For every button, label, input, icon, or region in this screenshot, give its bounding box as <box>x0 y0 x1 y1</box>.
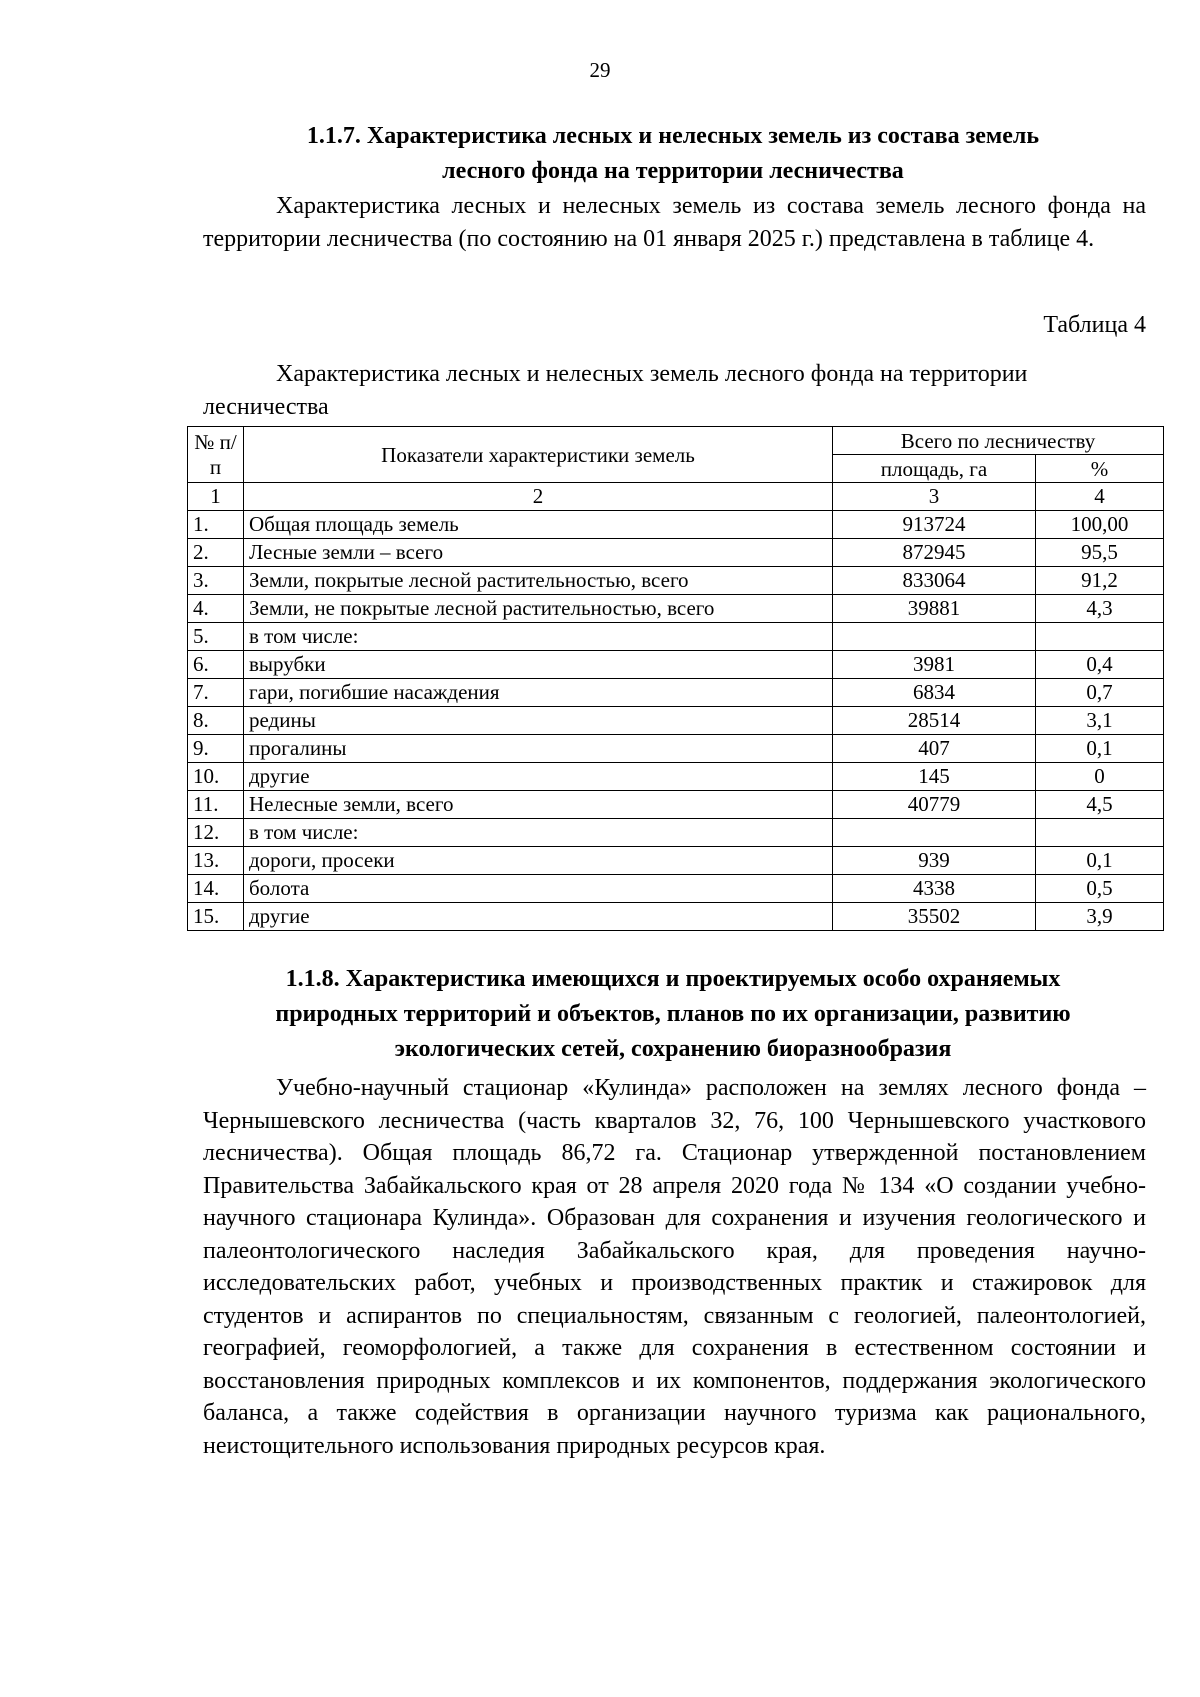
row-area-cell: 40779 <box>833 791 1036 819</box>
table-row <box>188 791 1164 819</box>
heading-line: природных территорий и объектов, планов по их организации, развитию <box>275 1001 1071 1027</box>
row-number-cell: 6. <box>188 651 244 679</box>
row-name-cell: гари, погибшие насаждения <box>244 679 833 707</box>
row-area-cell: 913724 <box>833 511 1036 539</box>
header-total: Всего по лесничеству <box>833 427 1164 455</box>
column-number: 2 <box>244 483 833 511</box>
row-number-cell: 7. <box>188 679 244 707</box>
row-number-cell: 11. <box>188 791 244 819</box>
row-area-cell: 939 <box>833 847 1036 875</box>
row-percent-cell <box>1036 819 1164 847</box>
row-area-cell: 833064 <box>833 567 1036 595</box>
table-row <box>188 511 1164 539</box>
row-percent-cell: 4,3 <box>1036 595 1164 623</box>
table-row <box>188 539 1164 567</box>
header-area: площадь, га <box>833 455 1036 483</box>
row-percent-cell: 0,4 <box>1036 651 1164 679</box>
table-row <box>188 707 1164 735</box>
table-row <box>188 847 1164 875</box>
column-number: 4 <box>1036 483 1164 511</box>
row-area-cell <box>833 819 1036 847</box>
row-number-cell: 10. <box>188 763 244 791</box>
section-heading-1-1-7 <box>200 119 1146 189</box>
row-number-cell: 4. <box>188 595 244 623</box>
heading-line: лесного фонда на территории лесничества <box>442 158 904 184</box>
row-percent-cell <box>1036 623 1164 651</box>
row-number-cell: 1. <box>188 511 244 539</box>
row-area-cell: 145 <box>833 763 1036 791</box>
row-name-cell: Земли, не покрытые лесной растительностью, всего <box>244 595 833 623</box>
column-number-row <box>188 483 1164 511</box>
row-number-cell: 14. <box>188 875 244 903</box>
row-name-cell: дороги, просеки <box>244 847 833 875</box>
row-name-cell: Земли, покрытые лесной растительностью, всего <box>244 567 833 595</box>
row-percent-cell: 3,1 <box>1036 707 1164 735</box>
row-area-cell: 4338 <box>833 875 1036 903</box>
row-percent-cell: 0,1 <box>1036 735 1164 763</box>
row-percent-cell: 0,5 <box>1036 875 1164 903</box>
table-row <box>188 819 1164 847</box>
row-name-cell: Нелесные земли, всего <box>244 791 833 819</box>
heading-line: 1.1.8. Характеристика имеющихся и проектируемых особо охраняемых <box>285 966 1061 992</box>
row-percent-cell: 0,1 <box>1036 847 1164 875</box>
row-number-cell: 3. <box>188 567 244 595</box>
land-characteristics-table <box>187 426 1164 931</box>
table-row <box>188 875 1164 903</box>
heading-line: экологических сетей, сохранению биоразнообразия <box>394 1036 952 1062</box>
section-1-1-7-paragraph <box>203 190 1146 255</box>
table-row <box>188 763 1164 791</box>
row-area-cell: 6834 <box>833 679 1036 707</box>
row-number-cell: 5. <box>188 623 244 651</box>
table-row <box>188 735 1164 763</box>
table-row <box>188 623 1164 651</box>
paragraph-text: Характеристика лесных и нелесных земель из состава земель лесного фонда на территории лесничества (по состоянию на 01 января 2025 г.) представлена в таблице 4. <box>203 193 1146 252</box>
row-percent-cell: 0,7 <box>1036 679 1164 707</box>
table-row <box>188 679 1164 707</box>
row-name-cell: прогалины <box>244 735 833 763</box>
row-name-cell: другие <box>244 903 833 931</box>
row-number-cell: 8. <box>188 707 244 735</box>
row-name-cell: болота <box>244 875 833 903</box>
table-row <box>188 903 1164 931</box>
row-number-cell: 13. <box>188 847 244 875</box>
column-number: 3 <box>833 483 1036 511</box>
row-percent-cell: 100,00 <box>1036 511 1164 539</box>
header-indicator: Показатели характеристики земель <box>244 427 833 483</box>
row-name-cell: вырубки <box>244 651 833 679</box>
row-percent-cell: 95,5 <box>1036 539 1164 567</box>
row-percent-cell: 3,9 <box>1036 903 1164 931</box>
row-area-cell <box>833 623 1036 651</box>
column-number: 1 <box>188 483 244 511</box>
table-header-row <box>188 427 1164 455</box>
row-percent-cell: 91,2 <box>1036 567 1164 595</box>
row-percent-cell: 4,5 <box>1036 791 1164 819</box>
row-name-cell: в том числе: <box>244 819 833 847</box>
table-row <box>188 567 1164 595</box>
row-area-cell: 872945 <box>833 539 1036 567</box>
row-area-cell: 407 <box>833 735 1036 763</box>
page-number: 29 <box>589 58 611 82</box>
row-number-cell: 2. <box>188 539 244 567</box>
row-percent-cell: 0 <box>1036 763 1164 791</box>
row-number-cell: 12. <box>188 819 244 847</box>
row-name-cell: в том числе: <box>244 623 833 651</box>
header-num: № п/п <box>188 427 244 483</box>
row-name-cell: редины <box>244 707 833 735</box>
row-area-cell: 3981 <box>833 651 1036 679</box>
header-percent: % <box>1036 455 1164 483</box>
section-1-1-8-paragraph <box>203 1072 1146 1462</box>
row-name-cell: Лесные земли – всего <box>244 539 833 567</box>
table-row <box>188 651 1164 679</box>
table-caption: Характеристика лесных и нелесных земель лесного фонда на территории лесничества <box>203 361 1028 420</box>
table-label: Таблица 4 <box>1043 312 1146 338</box>
heading-line: 1.1.7. Характеристика лесных и нелесных земель из состава земель <box>306 123 1040 149</box>
row-number-cell: 15. <box>188 903 244 931</box>
row-name-cell: другие <box>244 763 833 791</box>
row-area-cell: 39881 <box>833 595 1036 623</box>
row-area-cell: 35502 <box>833 903 1036 931</box>
row-number-cell: 9. <box>188 735 244 763</box>
paragraph-text: Учебно-научный стационар «Кулинда» расположен на землях лесного фонда – Чернышевского лесничества (часть кварталов 32, 76, 100 Чернышевского участкового лесничества). Общая площадь 86,72 га. Стационар утвержденной постановлением Правительства Забайкальского края от 28 апреля 2020 года № 134 «О создании учебно-научного стационара Кулинда». Образован для сохранения и изучения геологического и палеонтологического наследия Забайкальского края, для проведения научно-исследовательских работ, учебных и производственных практик и стажировок для студентов и аспирантов по специальностям, связанным с геологией, палеонтологией, географией, геоморфологией, а также для сохранения в естественном состоянии и восстановления природных комплексов и их компонентов, поддержания экологического баланса, а также содействия в организации научного туризма как рационального, неистощительного использования природных ресурсов края. <box>203 1075 1146 1459</box>
table-row <box>188 595 1164 623</box>
row-area-cell: 28514 <box>833 707 1036 735</box>
row-name-cell: Общая площадь земель <box>244 511 833 539</box>
section-heading-1-1-8 <box>200 962 1146 1067</box>
